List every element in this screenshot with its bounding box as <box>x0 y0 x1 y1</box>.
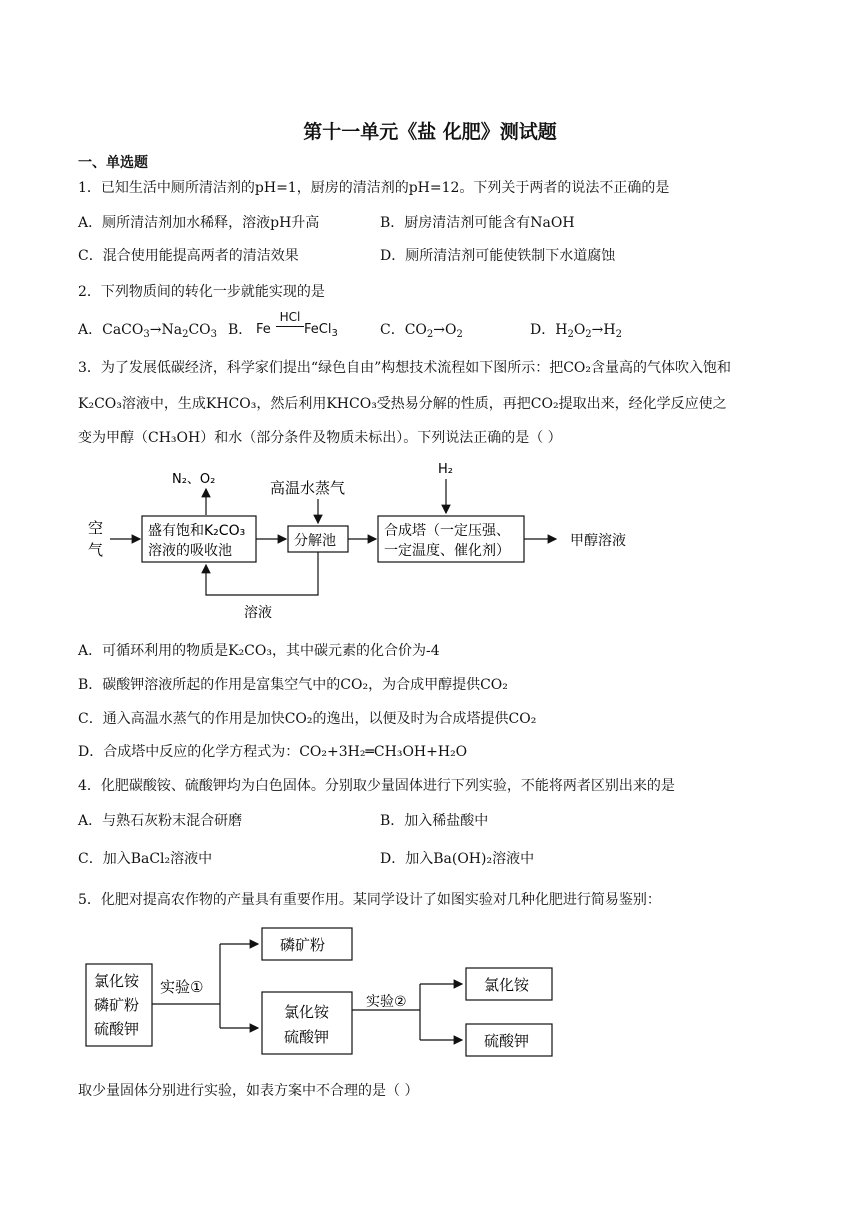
q3-option-a: A．可循环利用的物质是K₂CO₃，其中碳元素的化合价为-4 <box>78 643 440 659</box>
middle-label-1: 氯化铵 <box>284 1003 330 1021</box>
start-label-1: 氯化铵 <box>94 972 140 990</box>
q3-option-d: D．合成塔中反应的化学方程式为：CO₂+3H₂═CH₃OH+H₂O <box>78 744 468 760</box>
q2-option-a: A．$CaCO_3\to Na_2CO_3$ <box>78 322 218 340</box>
q3-stem-line1: 3．为了发展低碳经济，科学家们提出“绿色自由”构想技术流程如下图所示：把CO₂含量高的气体吹入饱和 <box>78 360 732 376</box>
middle-label-2: 硫酸钾 <box>284 1028 330 1046</box>
q2-option-b-reaction <box>256 320 271 340</box>
q2-option-c: C．$CO_2\to O_2$ <box>380 322 463 340</box>
q2-stem: 2．下列物质间的转化一步就能实现的是 <box>78 284 325 300</box>
q3-option-c: C．通入高温水蒸气的作用是加快CO₂的逸出，以便及时为合成塔提供CO₂ <box>78 711 537 727</box>
start-label-2: 磷矿粉 <box>94 996 140 1014</box>
steam-label: 高温水蒸气 <box>270 479 346 497</box>
fertilizer-identification-diagram <box>80 920 560 1060</box>
q4-option-b: B．加入稀盐酸中 <box>380 813 489 829</box>
q3-option-b: B．碳酸钾溶液所起的作用是富集空气中的CO₂，为合成甲醇提供CO₂ <box>78 677 508 693</box>
synthesis-label-2: 一定温度、催化剂） <box>384 543 510 559</box>
q1-option-c: C．混合使用能提高两者的清洁效果 <box>78 248 299 264</box>
methanol-process-diagram <box>80 455 660 625</box>
methanol-product-label: 甲醇溶液 <box>570 533 626 549</box>
q1-option-a: A．厕所清洁剂加水稀释，溶液pH升高 <box>78 215 320 231</box>
hydrogen-label: H₂ <box>438 462 453 477</box>
experiment-2-label: 实验② <box>366 994 407 1010</box>
iron-formula: Fe <box>256 322 271 337</box>
result-label-1: 氯化铵 <box>484 976 530 994</box>
reagent-label: HCl <box>279 310 301 324</box>
page-title: 第十一单元《盐 化肥》测试题 <box>303 121 557 143</box>
experiment-1-label: 实验① <box>160 978 204 996</box>
result-label-2: 硫酸钾 <box>484 1032 530 1050</box>
q5-tail: 取少量固体分别进行实验，如表方案中不合理的是（ ） <box>78 1083 419 1099</box>
q3-stem-line2: K₂CO₃溶液中，生成KHCO₃，然后利用KHCO₃受热易分解的性质，再把CO₂提取出来，经化学反应使之 <box>78 396 727 412</box>
recycled-solution-label: 溶液 <box>244 605 272 621</box>
decomposition-label: 分解池 <box>294 533 336 549</box>
reaction-arrow-line <box>276 326 304 327</box>
absorption-label-1: 盛有饱和K₂CO₃ <box>148 523 246 539</box>
q3-stem-line3: 变为甲醇（CH₃OH）和水（部分条件及物质未标出）。下列说法正确的是（ ） <box>78 430 562 446</box>
absorption-label-2: 溶液的吸收池 <box>148 543 232 559</box>
released-gas-label: N₂、O₂ <box>172 472 216 487</box>
q2-option-b: B． <box>228 322 253 338</box>
start-label-3: 硫酸钾 <box>94 1020 140 1038</box>
air-label-1: 空 <box>88 519 104 537</box>
q1-option-b: B．厨房清洁剂可能含有NaOH <box>380 215 575 231</box>
q4-option-d: D．加入Ba(OH)₂溶液中 <box>380 851 535 867</box>
air-label-2: 气 <box>88 541 104 559</box>
q4-stem: 4．化肥碳酸铵、硫酸钾均为白色固体。分别取少量固体进行下列实验，不能将两者区别出来的是 <box>78 778 675 794</box>
q5-stem: 5．化肥对提高农作物的产量具有重要作用。某同学设计了如图实验对几种化肥进行简易鉴别： <box>78 892 661 908</box>
section-heading: 一、单选题 <box>78 155 148 171</box>
phosphate-result-label: 磷矿粉 <box>280 936 326 954</box>
q2-option-d: D．$H_2O_2\to H_2$ <box>530 322 622 340</box>
q4-option-a: A．与熟石灰粉末混合研磨 <box>78 813 243 829</box>
synthesis-label-1: 合成塔（一定压强、 <box>384 523 510 539</box>
q1-stem: 1．已知生活中厕所清洁剂的pH=1，厨房的清洁剂的pH=12。下列关于两者的说法不正确的是 <box>78 180 670 196</box>
q1-option-d: D．厕所清洁剂可能使铁制下水道腐蚀 <box>380 248 616 264</box>
q4-option-c: C．加入BaCl₂溶液中 <box>78 851 213 867</box>
product-formula: FeCl$_3$ <box>304 322 338 339</box>
